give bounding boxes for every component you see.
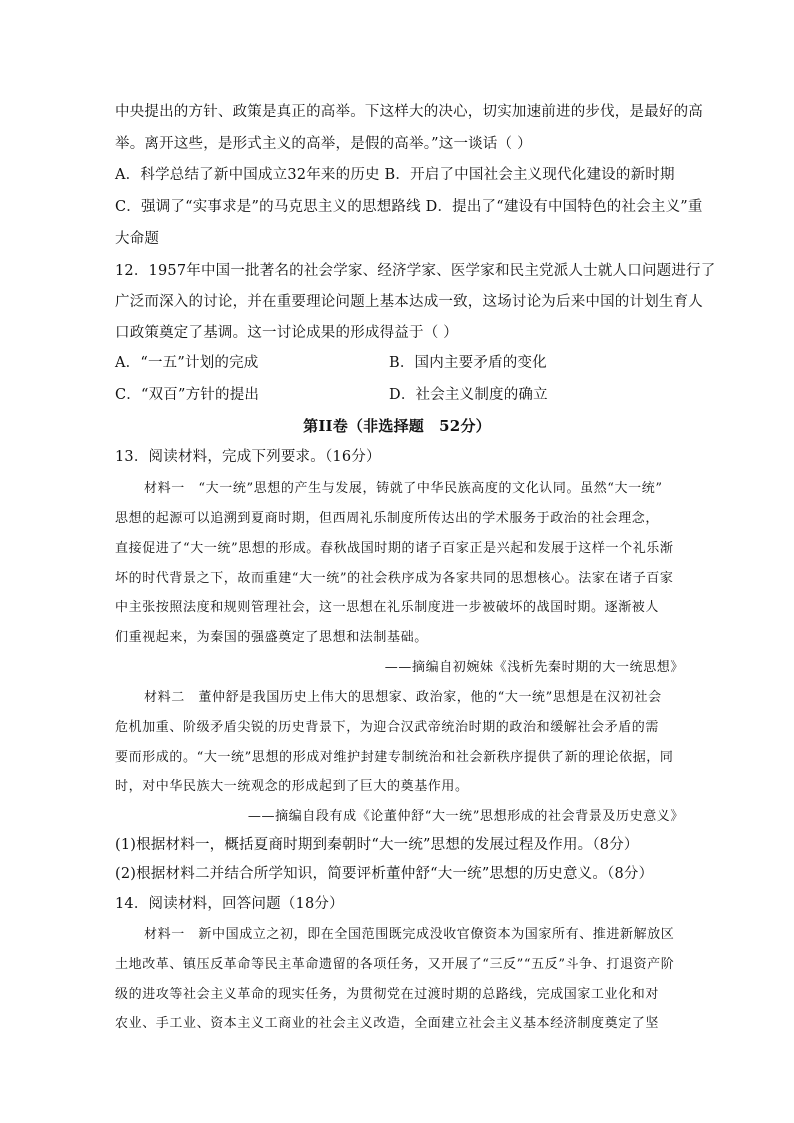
q12-text-line: 12．1957年中国一批著名的社会学家、经济学家、医学家和民主党派人士就人口问题进行了 bbox=[115, 263, 716, 279]
q13-material-1-line: 们重视起来，为秦国的强盛奠定了思想和法制基础。 bbox=[115, 630, 428, 645]
q14-material-1-line: 土地改革、镇压反革命等民主革命遗留的各项任务，又开展了“三反”“五反”斗争、打退资产阶 bbox=[115, 957, 675, 972]
q11-text-line: 举。离开这些，是形式主义的高举，是假的高举。”这一谈话（ ） bbox=[115, 136, 532, 152]
q11-options-cd: C．强调了“实事求是”的马克思主义的思想路线 D．提出了“建设有中国特色的社会主义”重 bbox=[115, 199, 703, 215]
q14-material-1-line: 级的进攻等社会主义革命的现实任务，为贯彻党在过渡时期的总路线，完成国家工业化和对 bbox=[115, 987, 660, 1002]
q13-material-1-line: 直接促进了“大一统”思想的形成。春秋战国时期的诸子百家正是兴起和发展于这样一个礼乐渐 bbox=[115, 541, 674, 556]
q13-material-2-line: 时，对中华民族大一统观念的形成起到了巨大的奠基作用。 bbox=[115, 779, 469, 794]
q11-options-cd-continued: 大命题 bbox=[115, 231, 160, 247]
q14-material-1-line: 农业、手工业、资本主义工商业的社会主义改造，全面建立社会主义基本经济制度奠定了坚 bbox=[115, 1016, 660, 1031]
q12-option-a: A．“一五”计划的完成 bbox=[115, 355, 259, 371]
q12-option-b: B．国内主要矛盾的变化 bbox=[389, 355, 547, 371]
q12-text-line: 广泛而深入的讨论，并在重要理论问题上基本达成一致，这场讨论为后来中国的计划生育人 bbox=[115, 294, 703, 310]
q13-prompt: 13．阅读材料，完成下列要求。（16分） bbox=[115, 449, 381, 465]
q14-material-1-line: 材料一 新中国成立之初，即在全国范围既完成没收官僚资本为国家所有、推进新解放区 bbox=[144, 927, 675, 942]
q14-prompt: 14．阅读材料，回答问题（18分） bbox=[115, 896, 344, 912]
q13-material-1-line: 材料一 “大一统”思想的产生与发展，铸就了中华民族高度的文化认同。虽然“大一统” bbox=[144, 481, 663, 496]
section-title: 第II卷（非选择题 52分） bbox=[303, 417, 491, 435]
q13-material-2-source: ——摘编自段有成《论董仲舒“大一统”思想形成的社会背景及历史意义》 bbox=[247, 809, 684, 824]
q11-text-line: 中央提出的方针、政策是真正的高举。下这样大的决心，切实加速前进的步伐，是最好的高 bbox=[115, 104, 703, 120]
q13-material-1-line: 思想的起源可以追溯到夏商时期，但西周礼乐制度所传达出的学术服务于政治的社会理念， bbox=[115, 511, 660, 526]
q13-material-1-line: 中主张按照法度和规则管理社会，这一思想在礼乐制度进一步被破坏的战国时期。逐渐被人 bbox=[115, 600, 660, 615]
q13-material-2-line: 要而形成的。“大一统”思想的形成对维护封建专制统治和社会新秩序提供了新的理论依据，同 bbox=[115, 750, 674, 765]
q11-options-ab: A．科学总结了新中国成立32年来的历史 B．开启了中国社会主义现代化建设的新时期 bbox=[115, 167, 675, 183]
q13-material-1-line: 坏的时代背景之下，故而重建“大一统”的社会秩序成为各家共同的思想核心。法家在诸子百家 bbox=[115, 571, 674, 586]
q13-sub-question-1: (1)根据材料一，概括夏商时期到秦朝时“大一统”思想的发展过程及作用。（8分） bbox=[115, 837, 639, 853]
q13-material-2-line: 危机加重、阶级矛盾尖锐的历史背景下，为迎合汉武帝统治时期的政治和缓解社会矛盾的需 bbox=[115, 720, 660, 735]
q13-sub-question-2: (2)根据材料二并结合所学知识，简要评析董仲舒“大一统”思想的历史意义。（8分） bbox=[115, 866, 654, 882]
q12-option-c: C．“双百”方针的提出 bbox=[115, 387, 260, 403]
q12-option-d: D．社会主义制度的确立 bbox=[389, 387, 548, 403]
q13-material-2-line: 材料二 董仲舒是我国历史上伟大的思想家、政治家，他的“大一统”思想是在汉初社会 bbox=[144, 690, 662, 705]
q12-text-line: 口政策奠定了基调。这一讨论成果的形成得益于（ ） bbox=[115, 325, 458, 341]
q13-material-1-source: ——摘编自初婉妹《浅析先秦时期的大一统思想》 bbox=[384, 660, 684, 675]
